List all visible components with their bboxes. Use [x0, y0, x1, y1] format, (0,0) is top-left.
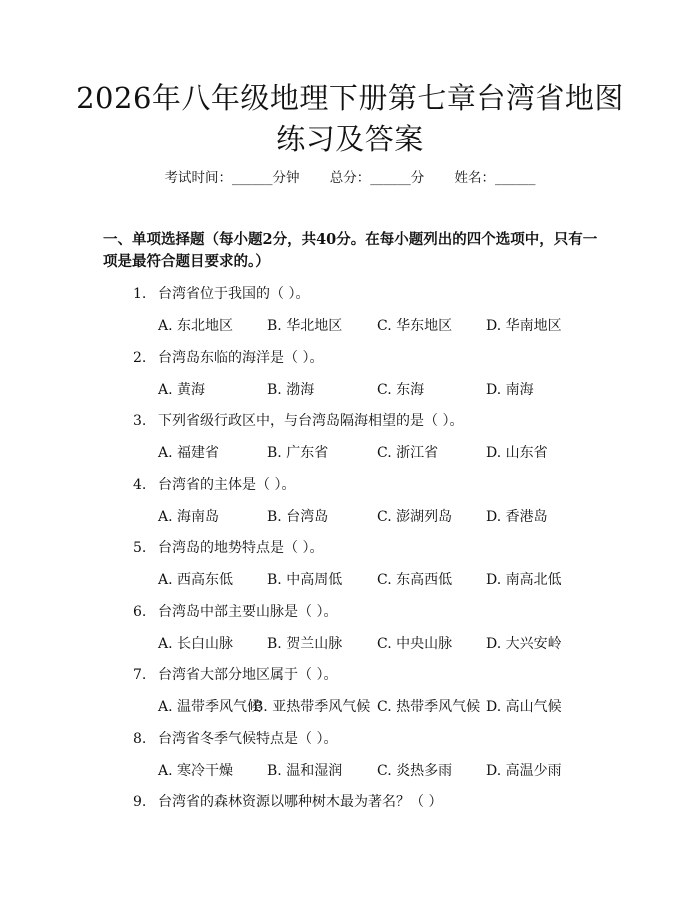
- section-heading: 一、单项选择题（每小题2分，共40分。在每小题列出的四个选项中，只有一项是最符合题目要求的。）: [103, 231, 598, 270]
- question-text: 台湾省冬季气候特点是（ ）。: [158, 730, 338, 747]
- answer-option: D. 山东省: [486, 445, 548, 461]
- answer-option: B. 广东省: [267, 445, 329, 461]
- answer-option: B. 贺兰山脉: [267, 635, 343, 652]
- answer-option: B. 台湾岛: [267, 508, 329, 525]
- answer-option: B. 华北地区: [267, 318, 343, 334]
- question-item: [133, 728, 337, 748]
- question-item: [133, 601, 337, 621]
- question-number: 3.: [133, 413, 147, 429]
- question-number: 8.: [133, 730, 147, 747]
- document-title: 2026年八年级地理下册第七章台湾省地图练习及答案: [76, 81, 624, 156]
- question-text: 台湾省的森林资源以哪种树木最为著名？（ ）: [158, 794, 443, 810]
- question-number: 6.: [133, 603, 147, 620]
- answer-option: C. 炎热多雨: [377, 762, 453, 779]
- question-text: 台湾省大部分地区属于（ ）。: [158, 667, 338, 683]
- answer-option: A. 西高东低: [158, 572, 234, 588]
- total-score-field: 总分：______分: [329, 170, 425, 186]
- question-text: 台湾岛中部主要山脉是（ ）。: [158, 603, 338, 620]
- answer-option: D. 高山气候: [486, 699, 562, 715]
- answer-option: C. 热带季风气候: [377, 699, 481, 715]
- question-text: 台湾岛东临的海洋是（ ）。: [158, 349, 324, 366]
- answer-option: A. 长白山脉: [158, 635, 234, 652]
- question-number: 4.: [133, 476, 147, 493]
- answer-option: C. 东高西低: [377, 572, 453, 588]
- question-number: 9.: [133, 794, 147, 810]
- question-item: [133, 347, 323, 367]
- answer-option: B. 亚热带季风气候: [253, 699, 371, 715]
- answer-option: A. 温带季风气候: [158, 699, 262, 715]
- answer-option: C. 华东地区: [377, 318, 453, 334]
- question-item: [133, 664, 337, 684]
- question-item: [133, 474, 295, 494]
- question-item: [133, 283, 309, 303]
- question-number: 2.: [133, 349, 147, 366]
- answer-option: A. 黄海: [158, 381, 206, 398]
- answer-option: A. 东北地区: [158, 318, 234, 334]
- question-item: [133, 791, 442, 811]
- answer-option: D. 香港岛: [486, 508, 548, 525]
- answer-option: A. 寒冷干燥: [158, 762, 234, 779]
- question-number: 5.: [133, 540, 147, 556]
- question-text: 台湾岛的地势特点是（ ）。: [158, 540, 324, 556]
- answer-option: B. 温和湿润: [267, 762, 343, 779]
- question-number: 7.: [133, 667, 147, 683]
- answer-option: B. 中高周低: [267, 572, 343, 588]
- answer-option: D. 大兴安岭: [486, 635, 562, 652]
- answer-option: B. 渤海: [267, 381, 315, 398]
- answer-option: D. 华南地区: [486, 318, 562, 334]
- answer-option: D. 南高北低: [486, 572, 562, 588]
- question-number: 1.: [133, 286, 147, 302]
- question-item: [133, 410, 463, 430]
- question-text: 台湾省位于我国的（ ）。: [158, 286, 310, 302]
- answer-option: C. 浙江省: [377, 445, 439, 461]
- question-item: [133, 537, 323, 557]
- question-text: 台湾省的主体是（ ）。: [158, 476, 296, 493]
- answer-option: D. 南海: [486, 381, 534, 398]
- answer-option: A. 福建省: [158, 445, 220, 461]
- question-text: 下列省级行政区中，与台湾岛隔海相望的是（ ）。: [158, 413, 464, 429]
- answer-option: C. 中央山脉: [377, 635, 453, 652]
- exam-time-field: 考试时间：______分钟: [164, 170, 300, 186]
- answer-option: D. 高温少雨: [486, 762, 562, 779]
- student-name-field: 姓名：______: [454, 170, 536, 186]
- answer-option: C. 澎湖列岛: [377, 508, 453, 525]
- answer-option: C. 东海: [377, 381, 425, 398]
- exam-info-line: [0, 166, 700, 186]
- answer-option: A. 海南岛: [158, 508, 220, 525]
